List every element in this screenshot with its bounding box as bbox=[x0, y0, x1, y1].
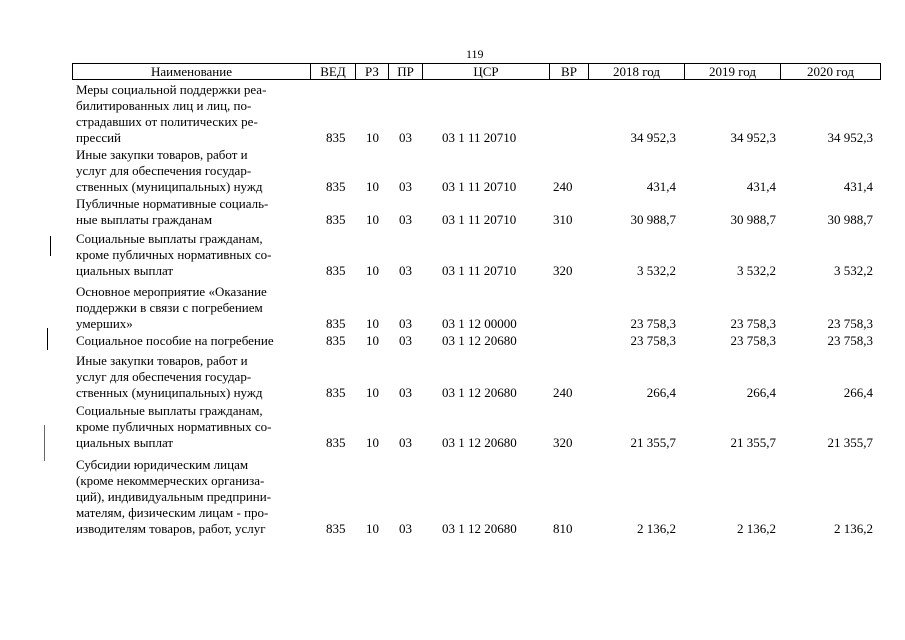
row-2020: 21 355,7 bbox=[827, 435, 873, 450]
row-csr: 03 1 11 20710 bbox=[442, 179, 517, 194]
row-ved: 835 bbox=[326, 263, 346, 278]
row-2019: 21 355,7 bbox=[730, 435, 776, 450]
row-pr: 03 bbox=[399, 212, 412, 227]
margin-mark bbox=[44, 425, 45, 461]
row-2018: 2 136,2 bbox=[637, 521, 676, 536]
margin-mark bbox=[47, 328, 48, 350]
table-row bbox=[0, 230, 905, 279]
table-row bbox=[0, 196, 905, 228]
row-pr: 03 bbox=[399, 130, 412, 145]
row-2020: 34 952,3 bbox=[827, 130, 873, 145]
table-row bbox=[0, 351, 905, 401]
header-rz: РЗ bbox=[355, 63, 389, 80]
header-2018: 2018 год bbox=[588, 63, 685, 80]
row-2018: 34 952,3 bbox=[630, 130, 676, 145]
row-rz: 10 bbox=[366, 179, 379, 194]
row-2019: 431,4 bbox=[746, 179, 776, 194]
row-name: Субсидии юридическим лицам (кроме некоммерческих организа- ций), индивидуальным предприни- мателям, физическим лицам - про- изводителям товаров, работ, услуг bbox=[76, 457, 272, 536]
row-2019: 34 952,3 bbox=[730, 130, 776, 145]
row-2018: 3 532,2 bbox=[637, 263, 676, 278]
row-2020: 2 136,2 bbox=[834, 521, 873, 536]
row-2020: 431,4 bbox=[843, 179, 873, 194]
row-rz: 10 bbox=[366, 212, 379, 227]
row-2018: 21 355,7 bbox=[630, 435, 676, 450]
row-2020: 23 758,3 bbox=[827, 333, 873, 348]
row-2020: 23 758,3 bbox=[827, 316, 873, 331]
table-row bbox=[0, 402, 905, 451]
row-rz: 10 bbox=[366, 130, 379, 145]
table-row bbox=[0, 332, 905, 349]
header-vr: ВР bbox=[549, 63, 589, 80]
row-rz: 10 bbox=[366, 263, 379, 278]
row-csr: 03 1 12 00000 bbox=[442, 316, 517, 331]
row-2019: 30 988,7 bbox=[730, 212, 776, 227]
row-name: Социальное пособие на погребение bbox=[76, 333, 274, 348]
row-2019: 23 758,3 bbox=[730, 316, 776, 331]
row-vr: 310 bbox=[553, 212, 573, 227]
header-name: Наименование bbox=[72, 63, 311, 80]
row-vr: 810 bbox=[553, 521, 573, 536]
row-csr: 03 1 12 20680 bbox=[442, 521, 517, 536]
row-ved: 835 bbox=[326, 385, 346, 400]
row-ved: 835 bbox=[326, 521, 346, 536]
table-row bbox=[0, 82, 905, 146]
table-row bbox=[0, 454, 905, 537]
row-2018: 23 758,3 bbox=[630, 316, 676, 331]
row-rz: 10 bbox=[366, 385, 379, 400]
row-csr: 03 1 11 20710 bbox=[442, 212, 517, 227]
row-name: Социальные выплаты гражданам, кроме публичных нормативных со- циальных выплат bbox=[76, 231, 272, 278]
row-ved: 835 bbox=[326, 212, 346, 227]
header-2020: 2020 год bbox=[780, 63, 881, 80]
header-ved: ВЕД bbox=[310, 63, 356, 80]
row-vr: 240 bbox=[553, 179, 573, 194]
table-row bbox=[0, 147, 905, 195]
row-2020: 3 532,2 bbox=[834, 263, 873, 278]
header-pr: ПР bbox=[388, 63, 423, 80]
row-ved: 835 bbox=[326, 435, 346, 450]
row-pr: 03 bbox=[399, 263, 412, 278]
header-2019: 2019 год bbox=[684, 63, 781, 80]
table-row bbox=[0, 282, 905, 332]
row-pr: 03 bbox=[399, 385, 412, 400]
row-rz: 10 bbox=[366, 521, 379, 536]
row-name: Иные закупки товаров, работ и услуг для обеспечения государ- ственных (муниципальных) нужд bbox=[76, 147, 263, 194]
row-2020: 266,4 bbox=[843, 385, 873, 400]
row-csr: 03 1 12 20680 bbox=[442, 435, 517, 450]
row-ved: 835 bbox=[326, 179, 346, 194]
row-2020: 30 988,7 bbox=[827, 212, 873, 227]
row-pr: 03 bbox=[399, 521, 412, 536]
header-csr: ЦСР bbox=[422, 63, 550, 80]
row-name: Социальные выплаты гражданам, кроме публичных нормативных со- циальных выплат bbox=[76, 403, 272, 450]
margin-mark bbox=[50, 236, 51, 256]
row-csr: 03 1 12 20680 bbox=[442, 385, 517, 400]
row-vr: 240 bbox=[553, 385, 573, 400]
row-2018: 30 988,7 bbox=[630, 212, 676, 227]
row-pr: 03 bbox=[399, 435, 412, 450]
page-number: 119 bbox=[466, 47, 484, 61]
row-pr: 03 bbox=[399, 333, 412, 348]
row-vr: 320 bbox=[553, 263, 573, 278]
row-pr: 03 bbox=[399, 179, 412, 194]
row-name: Публичные нормативные социаль- ные выплаты гражданам bbox=[76, 196, 269, 227]
row-2019: 266,4 bbox=[746, 385, 776, 400]
row-name: Иные закупки товаров, работ и услуг для обеспечения государ- ственных (муниципальных) нужд bbox=[76, 353, 263, 400]
row-2018: 431,4 bbox=[646, 179, 676, 194]
row-csr: 03 1 11 20710 bbox=[442, 263, 517, 278]
row-2018: 23 758,3 bbox=[630, 333, 676, 348]
row-csr: 03 1 12 20680 bbox=[442, 333, 517, 348]
row-2019: 3 532,2 bbox=[737, 263, 776, 278]
row-pr: 03 bbox=[399, 316, 412, 331]
row-rz: 10 bbox=[366, 333, 379, 348]
row-rz: 10 bbox=[366, 435, 379, 450]
row-ved: 835 bbox=[326, 333, 346, 348]
row-rz: 10 bbox=[366, 316, 379, 331]
row-csr: 03 1 11 20710 bbox=[442, 130, 517, 145]
row-name: Меры социальной поддержки реа- билитированных лиц и лиц, по- страдавших от политических ре- прессий bbox=[76, 82, 267, 145]
row-2018: 266,4 bbox=[646, 385, 676, 400]
row-vr: 320 bbox=[553, 435, 573, 450]
row-2019: 23 758,3 bbox=[730, 333, 776, 348]
row-ved: 835 bbox=[326, 316, 346, 331]
row-2019: 2 136,2 bbox=[737, 521, 776, 536]
row-name: Основное мероприятие «Оказание поддержки в связи с погребением умерших» bbox=[76, 284, 267, 331]
row-ved: 835 bbox=[326, 130, 346, 145]
